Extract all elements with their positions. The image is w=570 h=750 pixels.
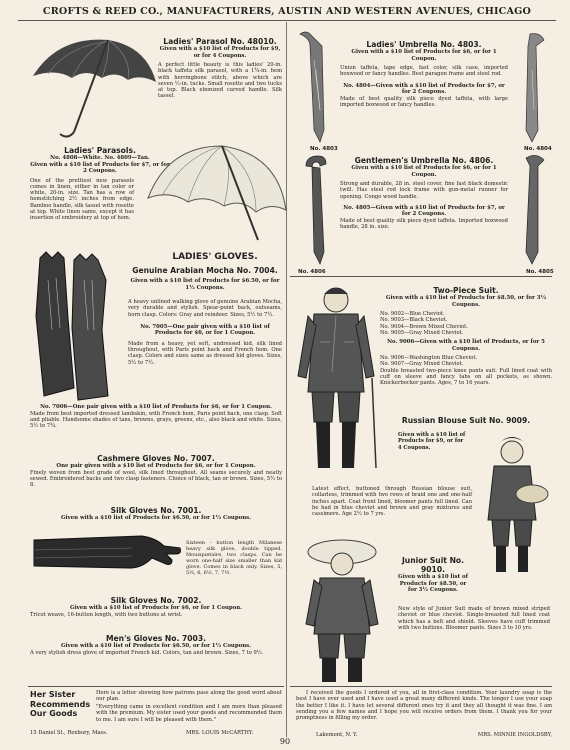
testimonial-rule-left xyxy=(28,686,284,687)
catalog-header: CROFTS & REED CO., MANUFACTURERS, AUSTIN AND WESTERN AVENUES, CHICAGO xyxy=(42,6,532,17)
testimonial-right-address: Lakemont, N. Y. xyxy=(316,732,358,738)
umbrella-4804-desc: Made of best quality silk piece dyed taffeta, with large imported boxwood or fancy handles. xyxy=(340,95,508,108)
gents-umbrella-block xyxy=(340,156,508,230)
russian-9009-desc: Latest effect, buttoned through Russian blouse suit, collarless, trimmed with two rows of braid one and one-half inches apart. Coat front lined, bloomer pants full lined. Can be had in blue cheviot and brown and gray mixtures and cassimere. Age 2½ to 7 yrs. xyxy=(312,486,472,518)
gents-umbrella-4805-illustration xyxy=(512,152,552,270)
gents-4805-title: No. 4805—Given with a $10 list of Products for $7, or for 2 Coupons. xyxy=(343,204,505,218)
gloves-7006-title: No. 7006—One pair given with a $10 list of Products for $6, or for 1 Coupon. xyxy=(40,404,272,410)
umbrella-4803-offer: Given with a $10 list of Products for $6, or for 1 Coupon. xyxy=(351,49,497,62)
cashmere-7007-offer: One pair given with a $10 list of Products for $6, or for 1 Coupon. xyxy=(56,463,256,469)
silk-7001-desc: Sixteen - button length Milanese heavy silk glove, double tipped. Mousquetaire, two clasps. Can be worn one-half size smaller than kid glove. Comes in black only. Sizes, 5, 5½, 6, 6½, 7, 7½. xyxy=(186,540,282,577)
header-rule xyxy=(18,20,556,21)
two-piece-item: No. 9004—Brown Mixed Cheviot. xyxy=(380,323,468,330)
two-piece-item: No. 9006—Washington Blue Cheviot. xyxy=(380,355,478,362)
two-piece-item: No. 9005—Gray Mixed Cheviot. xyxy=(380,329,464,336)
junior-9010-offer: Given with a $10 list of Products for $8.50, or for 3½ Coupons. xyxy=(398,574,468,593)
boy-two-piece-suit-illustration xyxy=(292,282,378,482)
testimonial-right-signature: MRS. MINNIE INGOLDSBY, xyxy=(477,732,552,738)
ladies-parasols-desc: One of the prettiest new parasols comes in linen, either in tan color or white, 20-in. size. Tan has a row of hemstitching 2½ inches from edge. Bamboo handle, silk tassel with rosette at top. White linen same, except it has insertion of embroidery at top of hem. xyxy=(30,177,134,222)
silk-gloves-illustration xyxy=(32,530,182,580)
suits-rule xyxy=(290,276,552,277)
cashmere-7007-block xyxy=(30,454,282,488)
cashmere-7007-title: Cashmere Gloves No. 7007. xyxy=(97,454,215,463)
two-piece-item: No. 9007—Gray Mixed Cheviot. xyxy=(380,361,464,368)
two-piece-desc: Double breasted two-piece knee pants suit. Full lined coat with cuff on sleeve and fancy tabs on all pockets, as shown. Knickerbocker pants. Ages, 7 to 16 years. xyxy=(380,367,552,387)
ladies-umbrella-4803-illustration xyxy=(296,30,336,148)
gloves-7006-block xyxy=(30,404,282,429)
junior-9010-title: Junior Suit No. 9010. xyxy=(401,556,465,574)
parasol-48010-title: Ladies' Parasol No. 48010. xyxy=(163,37,277,46)
mens-7003-offer: Given with a $10 list of Products for $6.50, or for 1½ Coupons. xyxy=(60,643,252,649)
mens-7003-block xyxy=(30,634,282,656)
two-piece-offer: Given with a $10 list of Products for $8.50, or for 3½ Coupons. xyxy=(385,295,547,308)
junior-9010-desc: New style of Junior Suit made of brown mixed striped cheviot or blue cheviot. Single-breasted full lined coat which has a belt and shield. Sleeves have cuff trimmed with two buttons. Bloomer pants. Sizes 3 to 10 yrs. xyxy=(398,606,550,631)
silk-7001-block xyxy=(30,506,282,522)
page-number: 90 xyxy=(279,737,291,746)
boy-junior-suit-illustration xyxy=(296,538,392,688)
gents-umbrella-4806-illustration xyxy=(296,152,336,270)
umbrella-4803-desc: Union taffeta, tape edge, fast color, silk case, imported boxwood or fancy handles. Best paragon frame and steel rod. xyxy=(340,65,508,78)
mens-7003-title: Men's Gloves No. 7003. xyxy=(105,634,207,643)
testimonial-left-intro: Here is a letter showing how patrons pass along the good word about our plan. xyxy=(96,690,282,703)
gloves-7005-title: No. 7005—One pair given with a $10 list of Products for $6, or for 1 Coupon. xyxy=(140,323,270,337)
umbrella-4804-title: No. 4804—Given with a $10 list of Products for $7, or for 2 Coupons. xyxy=(343,82,505,96)
white-parasol-illustration xyxy=(138,140,288,250)
gloves-7004-block xyxy=(128,266,282,366)
parasol-48010-offer: Given with a $10 list of Products for $9, or for 4 Coupons. xyxy=(159,46,281,59)
black-parasol-illustration xyxy=(28,34,158,144)
ladies-umbrella-4804-illustration xyxy=(512,30,552,148)
silk-7002-block xyxy=(30,596,282,618)
ladies-parasols-title: Ladies' Parasols. xyxy=(64,146,136,155)
two-piece-items-2 xyxy=(380,355,552,368)
gloves-7004-title: Genuine Arabian Mocha No. 7004. xyxy=(132,266,278,275)
russian-9009-title: Russian Blouse Suit No. 9009. xyxy=(401,416,531,425)
testimonial-left-signature: MRS. LOUIS McCARTHY. xyxy=(186,730,254,736)
testimonial-left-body: "Everything came in excellent condition and I am more than pleased with the premium. My sister used your goods and recommended them to me. I am sure I will be pleased with them." xyxy=(96,704,282,723)
label-4804: No. 4804 xyxy=(524,146,552,152)
gloves-7006-desc: Made from best imported dressed lambskin, with French hem, Paris point back, one clasp. Soft and pliable. Handsome shades of tans, browns, grays, greens, etc., also black and white. Sizes, 5½ to 7¾. xyxy=(30,410,282,430)
gloves-7005-desc: Made from a heavy, yet soft, undressed kid, silk lined throughout, with Paris point back and French hem. One clasp. Colors and sizes same as dressed kid gloves. Sizes, 5½ to 7½. xyxy=(128,340,282,366)
testimonial-left-heading: Her Sister Recommends Our Goods xyxy=(30,690,91,718)
label-4806: No. 4806 xyxy=(298,269,326,275)
gents-4806-title: Gentlemen's Umbrella No. 4806. xyxy=(354,156,494,165)
two-piece-suit-block xyxy=(380,286,552,387)
silk-7001-title: Silk Gloves No. 7001. xyxy=(110,506,202,515)
column-divider xyxy=(286,22,287,737)
parasol-48010-block xyxy=(158,37,282,100)
cashmere-7007-desc: Finely woven from best grade of wool, silk lined throughout. All seams securely and neatly sewed. Embroidered backs and two clasp fasteners. Choice of black, tan or brown. Sizes, 5½ to 8. xyxy=(30,469,282,489)
junior-9010-top xyxy=(398,556,468,594)
boy-russian-blouse-suit-illustration xyxy=(472,430,554,580)
gents-4805-desc: Made of best quality silk piece dyed taffeta. Imported boxwood handle, 28 in. size. xyxy=(340,217,508,231)
silk-7001-offer: Given with a $10 list of Products for $6.50, or for 1½ Coupons. xyxy=(60,515,252,521)
two-piece-item: No. 9002—Blue Cheviot. xyxy=(380,311,445,317)
ladies-parasols-offer: Given with a $10 list of Products for $7, or for 2 Coupons. xyxy=(30,161,170,174)
mocha-gloves-illustration xyxy=(28,250,128,400)
silk-7002-title: Silk Gloves No. 7002. xyxy=(110,596,202,605)
umbrella-4803-title: Ladies' Umbrella No. 4803. xyxy=(366,40,482,49)
russian-9009-offer: Given with a $10 list of Products for $9, or for 4 Coupons. xyxy=(398,432,466,451)
gloves-7004-desc: A heavy unlined walking glove of genuine Arabian Mocha, very durable and stylish. Spear-point back, outseams, horn clasp. Colors: Gray and reindeer. Sizes, 5½ to 7½. xyxy=(128,299,282,318)
umbrella-4803-block xyxy=(340,40,508,108)
ladies-parasols-numbers: No. 4808—White. No. 4809—Tan. xyxy=(50,155,150,161)
parasol-48010-desc: A perfect little beauty is this ladies' 20-in. black taffeta silk parasol, with a 1¾-in. hem with herringbone stitch, above which are seven ½-in. tucks. Small rosette and two tucks at top. Black ebonized carved handle. Silk tassel. xyxy=(158,62,282,100)
testimonial-rule-right xyxy=(290,686,552,687)
silk-7002-desc: Tricot weave, 16-button length, with two buttons at wrist. xyxy=(30,611,183,618)
silk-7002-offer: Given with a $10 list of Products for $6, or for 1 Coupon. xyxy=(69,605,243,611)
mens-7003-desc: A very stylish dress glove of imported French kid. Colors, tan and brown. Sizes, 7 to 9½. xyxy=(30,649,264,656)
testimonial-right-body: I received the goods I ordered of you, all in first-class condition. Your laundry soap is the best I have ever used and I have used a great many different kinds. The longer I use your soap the better I like it. I have let several different ones try it and they all thought it was fine. I am sending you a few names and I hope you will receive orders from them. I thank you for your promptness in filling my order. xyxy=(296,690,552,722)
two-piece-title: Two-Piece Suit. xyxy=(433,286,499,295)
testimonial-left-address: 15 Daniel St., Roxbury, Mass. xyxy=(30,730,108,736)
two-piece-item: No. 9003—Black Cheviot. xyxy=(380,317,448,324)
gents-4806-offer: Given with a $10 list of Products for $6, or for 1 Coupon. xyxy=(351,165,497,178)
gents-4806-desc: Strong and durable, 28 in. steel cover, fine fast black domestic twill. Has steel rod lock frame with gun-metal runner for opening. Congo wood handle. xyxy=(340,181,508,200)
label-4805: No. 4805 xyxy=(526,269,554,275)
two-piece-items-1 xyxy=(380,311,552,336)
russian-9009-title-wrap xyxy=(380,416,552,425)
ladies-gloves-header: LADIES' GLOVES. xyxy=(172,252,258,262)
two-piece-offer-2: No. 9006—Given with a $10 list of Products, or for 5 Coupons. xyxy=(387,339,545,352)
label-4803: No. 4803 xyxy=(310,146,338,152)
gloves-7004-offer: Given with a $10 list of Products for $6.50, or for 1½ Coupons. xyxy=(130,278,280,291)
